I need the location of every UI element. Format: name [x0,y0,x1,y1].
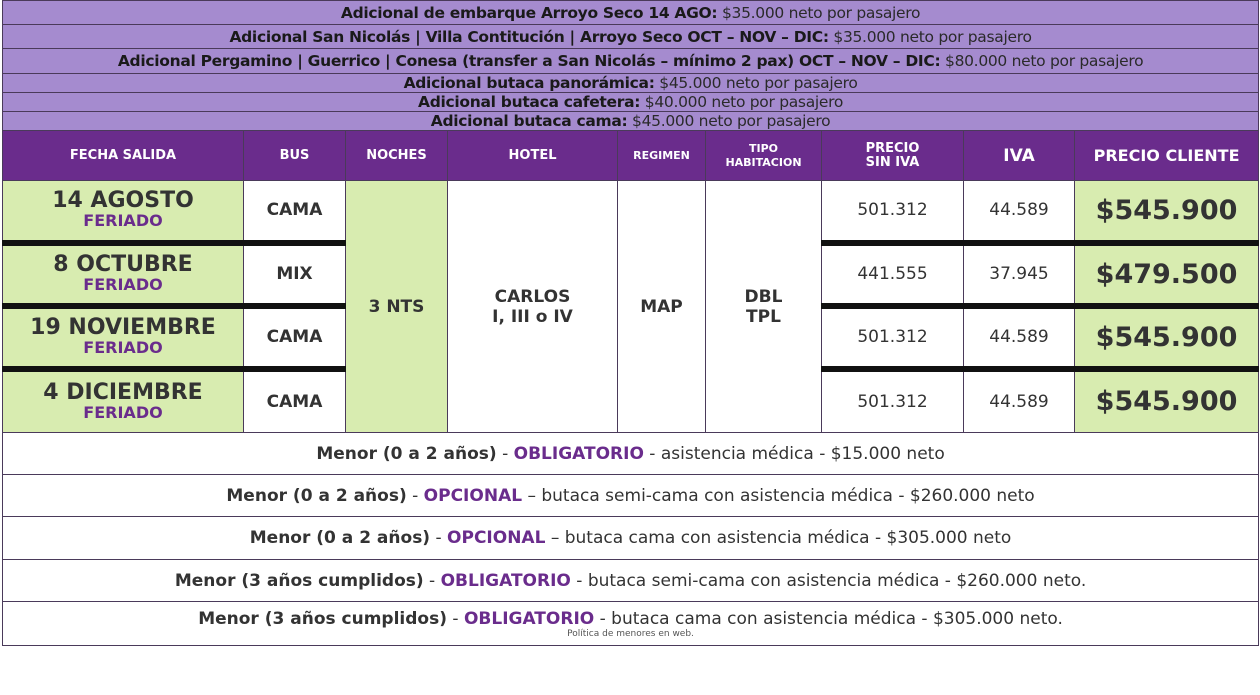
regimen-cell: MAP [618,181,706,433]
minor-tag: OBLIGATORIO [440,570,571,591]
tipo-habitacion-cell [706,181,822,433]
fecha-salida: 4 DICIEMBRE FERIADO [3,369,244,433]
hotel-line1: CARLOS [494,286,571,307]
header-regimen: REGIMEN [618,131,706,181]
note-cell: Adicional de embarque Arroyo Seco 14 AGO: $35.000 neto por pasajero [3,1,1259,25]
hotel-line2: I, III o IV [492,306,573,327]
precio-cliente: $545.900 [1075,306,1259,369]
precio-sin-iva: 501.312 [822,181,964,243]
note-row [3,112,1259,131]
precio-sin-iva: 501.312 [822,306,964,369]
note-row [3,49,1259,74]
iva-value: 44.589 [964,181,1075,243]
header-tipo-line1: TIPO [748,141,778,155]
hotel-cell [448,181,618,433]
footnote-link[interactable]: Política de menores en web. [567,628,694,639]
header-iva: IVA [964,131,1075,181]
header-precio-line2: SIN IVA [865,154,920,170]
iva-value: 44.589 [964,369,1075,433]
header-bus: BUS [244,131,346,181]
header-precio-cliente: PRECIO CLIENTE [1075,131,1259,181]
note-cell: Adicional San Nicolás | Villa Contitución | Arroyo Seco OCT – NOV – DIC: $35.000 neto por pasajero [3,25,1259,49]
minor-policy: Menor (3 años cumplidos) - OBLIGATORIO - butaca semi-cama con asistencia médica - $260.000 neto. [3,560,1259,602]
precio-cliente: $545.900 [1075,181,1259,243]
note-row [3,1,1259,25]
minor-row [3,475,1259,517]
minor-row [3,560,1259,602]
minor-row [3,602,1259,646]
tipo-line2: TPL [746,306,781,327]
feriado-label: FERIADO [83,338,163,357]
minor-tag: OBLIGATORIO [513,443,644,464]
note-row [3,74,1259,93]
minor-tag: OPCIONAL [447,528,546,548]
minor-policy: Menor (0 a 2 años) - OPCIONAL – butaca semi-cama con asistencia médica - $260.000 neto [3,475,1259,517]
minor-tag: OBLIGATORIO [463,608,595,629]
bus-type: CAMA [244,369,346,433]
bus-type: MIX [244,243,346,306]
note-row [3,93,1259,112]
tipo-line1: DBL [744,286,783,307]
minor-row [3,517,1259,560]
header-fecha: FECHA SALIDA [3,131,244,181]
feriado-label: FERIADO [83,402,163,422]
header-hotel: HOTEL [448,131,618,181]
header-row [3,131,1259,181]
minor-row [3,433,1259,475]
precio-sin-iva: 441.555 [822,243,964,306]
fecha-salida: 14 AGOSTO FERIADO [3,181,244,243]
fecha-salida: 19 NOVIEMBRE FERIADO [3,306,244,369]
precio-cliente: $479.500 [1075,243,1259,306]
feriado-label: FERIADO [83,275,163,294]
precio-cliente: $545.900 [1075,369,1259,433]
iva-value: 37.945 [964,243,1075,306]
iva-value: 44.589 [964,306,1075,369]
header-precio-sin-iva [822,131,964,181]
minor-policy: Menor (0 a 2 años) - OBLIGATORIO - asistencia médica - $15.000 neto [3,433,1259,475]
table-row [3,181,1259,243]
precio-sin-iva: 501.312 [822,369,964,433]
minor-policy: Menor (3 años cumplidos) - OBLIGATORIO - butaca cama con asistencia médica - $305.000 neto. Política de menores en web. [3,602,1259,646]
bus-type: CAMA [244,306,346,369]
header-precio-line1: PRECIO [865,140,920,156]
header-tipo-habitacion [706,131,822,181]
header-tipo-line2: HABITACION [725,155,802,169]
note-row [3,25,1259,49]
feriado-label: FERIADO [83,211,163,231]
note-cell: Adicional butaca cafetera: $40.000 neto por pasajero [3,93,1259,112]
minor-tag: OPCIONAL [423,485,523,506]
note-cell: Adicional butaca cama: $45.000 neto por pasajero [3,112,1259,131]
header-noches: NOCHES [346,131,448,181]
minor-policy: Menor (0 a 2 años) - OPCIONAL – butaca cama con asistencia médica - $305.000 neto [3,517,1259,560]
tour-price-table [2,0,1259,646]
fecha-salida: 8 OCTUBRE FERIADO [3,243,244,306]
note-cell: Adicional butaca panorámica: $45.000 neto por pasajero [3,74,1259,93]
bus-type: CAMA [244,181,346,243]
note-cell: Adicional Pergamino | Guerrico | Conesa (transfer a San Nicolás – mínimo 2 pax) OCT – NOV – DIC: $80.000 neto por pasajero [3,49,1259,74]
noches-cell: 3 NTS [346,181,448,433]
